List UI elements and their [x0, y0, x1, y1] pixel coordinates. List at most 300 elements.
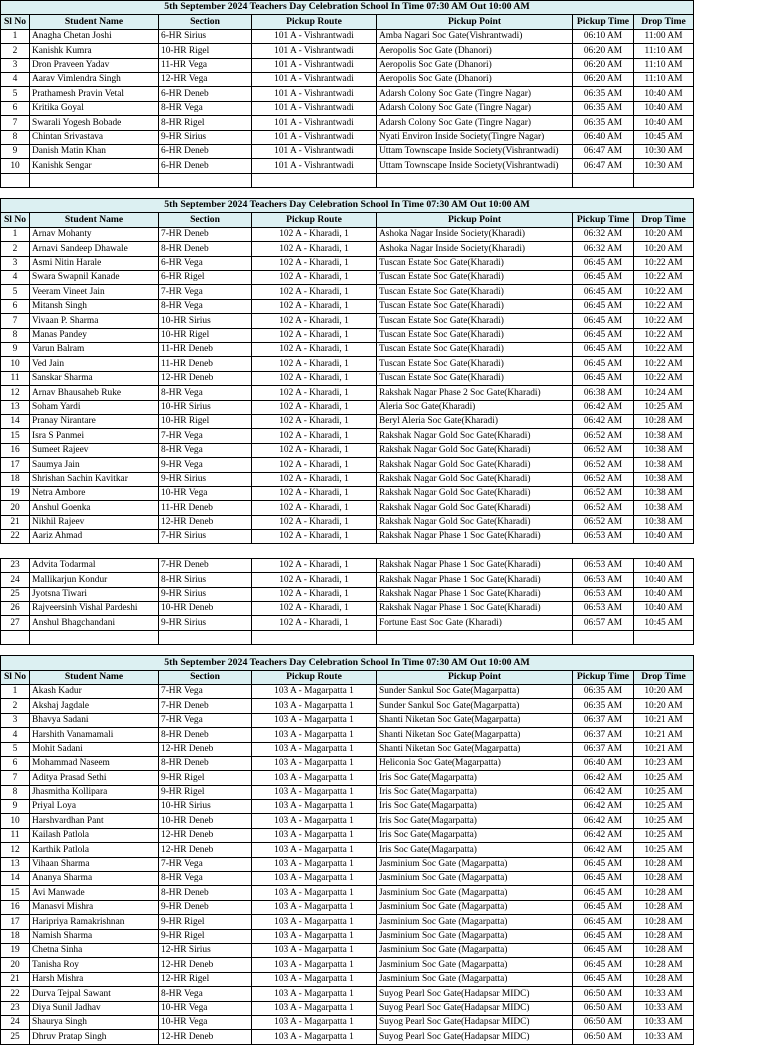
table-cell: 10-HR Vega [159, 1015, 252, 1029]
table-cell: Shaurya Singh [30, 1015, 159, 1029]
table-cell: 10:38 AM [634, 458, 694, 472]
table-cell: 9-HR Sirius [159, 587, 252, 601]
column-header: Drop Time [634, 670, 694, 684]
table-cell: Amba Nagari Soc Gate(Vishrantwadi) [377, 29, 573, 43]
table-cell: 06:35 AM [573, 699, 634, 713]
table-row [1, 771, 694, 785]
table-row [1, 472, 694, 486]
table-cell: 11-HR Deneb [159, 501, 252, 515]
table-cell: Arnav Mohanty [30, 227, 159, 241]
table-cell: 06:35 AM [573, 87, 634, 101]
table-cell: 10:22 AM [634, 271, 694, 285]
table-cell: 101 A - Vishrantwadi [252, 116, 377, 130]
table-row [1, 558, 694, 572]
blank-cell [30, 630, 159, 644]
table-cell: Rakshak Nagar Gold Soc Gate(Kharadi) [377, 443, 573, 457]
table-cell: 101 A - Vishrantwadi [252, 58, 377, 72]
table-cell: 7-HR Vega [159, 857, 252, 871]
column-header: Section [159, 213, 252, 227]
blank-row [1, 630, 694, 644]
table-row [1, 886, 694, 900]
table-row [1, 328, 694, 342]
table-row [1, 101, 694, 115]
column-header: Student Name [30, 15, 159, 29]
table-row [1, 486, 694, 500]
table-cell: 102 A - Kharadi, 1 [252, 342, 377, 356]
table-row [1, 713, 694, 727]
table-cell: 06:35 AM [573, 684, 634, 698]
table-cell: 12 [1, 386, 30, 400]
table-cell: 7-HR Vega [159, 429, 252, 443]
table-cell: Kailash Patlola [30, 828, 159, 842]
table-cell: Mitansh Singh [30, 299, 159, 313]
table-cell: 06:42 AM [573, 400, 634, 414]
table-row [1, 285, 694, 299]
table-cell: 103 A - Magarpatta 1 [252, 886, 377, 900]
table-cell: 10-HR Rigel [159, 414, 252, 428]
table-cell: Prathamesh Pravin Vetal [30, 87, 159, 101]
table-cell: 3 [1, 713, 30, 727]
table-cell: 10:40 AM [634, 558, 694, 572]
table-cell: 10:28 AM [634, 857, 694, 871]
table-cell: 8-HR Deneb [159, 756, 252, 770]
table-cell: 101 A - Vishrantwadi [252, 87, 377, 101]
table-cell: 24 [1, 573, 30, 587]
table-cell: 6-HR Deneb [159, 159, 252, 173]
table-cell: 101 A - Vishrantwadi [252, 101, 377, 115]
table-cell: Mallikarjun Kondur [30, 573, 159, 587]
blank-cell [252, 173, 377, 187]
table-cell: 103 A - Magarpatta 1 [252, 1001, 377, 1015]
table-cell: 103 A - Magarpatta 1 [252, 915, 377, 929]
table-row [1, 58, 694, 72]
table-cell: 1 [1, 29, 30, 43]
table-cell: 102 A - Kharadi, 1 [252, 515, 377, 529]
table-cell: Rakshak Nagar Gold Soc Gate(Kharadi) [377, 458, 573, 472]
blank-cell [634, 173, 694, 187]
table-row [1, 386, 694, 400]
table-cell: Arnavi Sandeep Dhawale [30, 242, 159, 256]
table-cell: 06:52 AM [573, 443, 634, 457]
column-header: Sl No [1, 670, 30, 684]
table-cell: 11:10 AM [634, 72, 694, 86]
table-cell: 103 A - Magarpatta 1 [252, 972, 377, 986]
table-row [1, 400, 694, 414]
table-cell: Beryl Aleria Soc Gate(Kharadi) [377, 414, 573, 428]
table-cell: Swara Swapnil Kanade [30, 271, 159, 285]
table-cell: 06:52 AM [573, 429, 634, 443]
table-cell: 25 [1, 587, 30, 601]
blank-cell [377, 630, 573, 644]
table-cell: 06:45 AM [573, 342, 634, 356]
table-cell: 06:52 AM [573, 486, 634, 500]
table-cell: 10:20 AM [634, 227, 694, 241]
table-cell: 7-HR Deneb [159, 699, 252, 713]
table-cell: Tanisha Roy [30, 958, 159, 972]
table-cell: Netra Ambore [30, 486, 159, 500]
table-cell: 16 [1, 443, 30, 457]
section-title: 5th September 2024 Teachers Day Celebration School In Time 07:30 AM Out 10:00 AM [1, 1, 694, 15]
table-cell: 10:22 AM [634, 357, 694, 371]
block-gap [0, 188, 693, 198]
table-cell: 22 [1, 987, 30, 1001]
section-title: 5th September 2024 Teachers Day Celebration School In Time 07:30 AM Out 10:00 AM [1, 656, 694, 670]
table-cell: Kanishk Sengar [30, 159, 159, 173]
table-cell: Akash Kadur [30, 684, 159, 698]
table-cell: 101 A - Vishrantwadi [252, 130, 377, 144]
table-cell: 9-HR Rigel [159, 771, 252, 785]
table-cell: Diya Sunil Jadhav [30, 1001, 159, 1015]
table-cell: Rajveersinh Vishal Pardeshi [30, 602, 159, 616]
table-cell: 22 [1, 530, 30, 544]
table-cell: 101 A - Vishrantwadi [252, 29, 377, 43]
table-cell: Bhavya Sadani [30, 713, 159, 727]
table-cell: Namish Sharma [30, 929, 159, 943]
table-cell: Sunder Sankul Soc Gate(Magarpatta) [377, 699, 573, 713]
table-cell: 103 A - Magarpatta 1 [252, 929, 377, 943]
table-cell: Rakshak Nagar Phase 2 Soc Gate(Kharadi) [377, 386, 573, 400]
table-cell: 06:45 AM [573, 357, 634, 371]
table-cell: 23 [1, 1001, 30, 1015]
table-cell: 06:47 AM [573, 159, 634, 173]
table-cell: 06:40 AM [573, 130, 634, 144]
table-cell: 10 [1, 814, 30, 828]
table-cell: Uttam Townscape Inside Society(Vishrantwadi) [377, 144, 573, 158]
table-cell: 102 A - Kharadi, 1 [252, 458, 377, 472]
table-cell: Ashoka Nagar Inside Society(Kharadi) [377, 227, 573, 241]
table-cell: 9 [1, 144, 30, 158]
table-cell: Chintan Srivastava [30, 130, 159, 144]
table-cell: Veeram Vineet Jain [30, 285, 159, 299]
table-cell: 10:21 AM [634, 713, 694, 727]
table-cell: Shrishan Sachin Kavitkar [30, 472, 159, 486]
table-cell: 8-HR Vega [159, 299, 252, 313]
table-row [1, 872, 694, 886]
spacer-cell [377, 544, 573, 558]
table-cell: 18 [1, 472, 30, 486]
table-cell: 6-HR Deneb [159, 87, 252, 101]
table-cell: Saumya Jain [30, 458, 159, 472]
table-row [1, 342, 694, 356]
table-cell: 12-HR Deneb [159, 958, 252, 972]
route-block [0, 198, 693, 645]
table-cell: 06:35 AM [573, 101, 634, 115]
table-cell: 06:32 AM [573, 242, 634, 256]
table-cell: 06:52 AM [573, 515, 634, 529]
table-cell: 7 [1, 314, 30, 328]
table-cell: 10:20 AM [634, 684, 694, 698]
blank-cell [377, 173, 573, 187]
table-cell: 12-HR Deneb [159, 828, 252, 842]
table-cell: 7-HR Deneb [159, 227, 252, 241]
table-row [1, 357, 694, 371]
table-cell: 10:24 AM [634, 386, 694, 400]
table-cell: Adarsh Colony Soc Gate (Tingre Nagar) [377, 116, 573, 130]
table-cell: 10-HR Deneb [159, 814, 252, 828]
table-cell: Iris Soc Gate(Magarpatta) [377, 843, 573, 857]
table-cell: Suyog Pearl Soc Gate(Hadapsar MIDC) [377, 1001, 573, 1015]
column-header: Pickup Time [573, 670, 634, 684]
table-cell: 7-HR Sirius [159, 530, 252, 544]
table-cell: 10:25 AM [634, 771, 694, 785]
table-cell: 102 A - Kharadi, 1 [252, 299, 377, 313]
table-row [1, 29, 694, 43]
table-cell: Heliconia Soc Gate(Magarpatta) [377, 756, 573, 770]
table-cell: Ved Jain [30, 357, 159, 371]
table-cell: Tuscan Estate Soc Gate(Kharadi) [377, 299, 573, 313]
table-cell: 14 [1, 414, 30, 428]
table-cell: 2 [1, 44, 30, 58]
table-cell: 8-HR Vega [159, 872, 252, 886]
table-cell: 23 [1, 558, 30, 572]
blank-cell [573, 173, 634, 187]
table-cell: Harsh Mishra [30, 972, 159, 986]
table-row [1, 756, 694, 770]
table-cell: 06:45 AM [573, 958, 634, 972]
table-cell: 7-HR Vega [159, 713, 252, 727]
table-cell: 1 [1, 684, 30, 698]
table-cell: Jasminium Soc Gate (Magarpatta) [377, 900, 573, 914]
table-cell: Jasminium Soc Gate (Magarpatta) [377, 872, 573, 886]
table-cell: Rakshak Nagar Gold Soc Gate(Kharadi) [377, 472, 573, 486]
table-cell: 102 A - Kharadi, 1 [252, 386, 377, 400]
table-cell: 06:45 AM [573, 929, 634, 943]
table-cell: Tuscan Estate Soc Gate(Kharadi) [377, 371, 573, 385]
spacer-cell [1, 544, 30, 558]
table-cell: 10:40 AM [634, 116, 694, 130]
table-cell: 06:40 AM [573, 756, 634, 770]
spacer-cell [30, 544, 159, 558]
column-header: Student Name [30, 213, 159, 227]
table-cell: 103 A - Magarpatta 1 [252, 728, 377, 742]
table-cell: 6 [1, 756, 30, 770]
table-cell: Rakshak Nagar Gold Soc Gate(Kharadi) [377, 515, 573, 529]
table-cell: 13 [1, 857, 30, 871]
table-cell: 06:20 AM [573, 58, 634, 72]
table-cell: 10 [1, 357, 30, 371]
table-cell: 10:38 AM [634, 472, 694, 486]
section-title-row [1, 1, 694, 15]
table-cell: Shanti Niketan Soc Gate(Magarpatta) [377, 728, 573, 742]
table-cell: 10:22 AM [634, 371, 694, 385]
table-cell: 21 [1, 972, 30, 986]
table-cell: 10:40 AM [634, 101, 694, 115]
table-row [1, 501, 694, 515]
table-row [1, 728, 694, 742]
table-cell: Kritika Goyal [30, 101, 159, 115]
table-cell: Adarsh Colony Soc Gate (Tingre Nagar) [377, 101, 573, 115]
table-cell: 06:32 AM [573, 227, 634, 241]
table-cell: 8-HR Deneb [159, 886, 252, 900]
table-cell: 11:00 AM [634, 29, 694, 43]
column-header: Student Name [30, 670, 159, 684]
table-cell: 12-HR Rigel [159, 972, 252, 986]
table-cell: Aeropolis Soc Gate (Dhanori) [377, 58, 573, 72]
table-row [1, 900, 694, 914]
table-cell: Aeropolis Soc Gate (Dhanori) [377, 44, 573, 58]
column-header: Sl No [1, 213, 30, 227]
table-cell: Asmi Nitin Harale [30, 256, 159, 270]
table-cell: Dhruv Pratap Singh [30, 1030, 159, 1044]
table-cell: 102 A - Kharadi, 1 [252, 314, 377, 328]
table-cell: 06:37 AM [573, 742, 634, 756]
table-cell: 7 [1, 116, 30, 130]
table-row [1, 915, 694, 929]
table-cell: 25 [1, 1030, 30, 1044]
table-cell: 10:28 AM [634, 958, 694, 972]
table-cell: 102 A - Kharadi, 1 [252, 429, 377, 443]
table-cell: Nikhil Rajeev [30, 515, 159, 529]
table-cell: 06:45 AM [573, 886, 634, 900]
table-cell: 8-HR Vega [159, 443, 252, 457]
table-cell: 10:45 AM [634, 616, 694, 630]
table-cell: 06:53 AM [573, 587, 634, 601]
table-row [1, 227, 694, 241]
table-cell: 103 A - Magarpatta 1 [252, 944, 377, 958]
table-cell: 11-HR Deneb [159, 342, 252, 356]
table-cell: 06:50 AM [573, 1030, 634, 1044]
table-cell: 10:33 AM [634, 1030, 694, 1044]
table-cell: Aariz Ahmad [30, 530, 159, 544]
table-cell: 102 A - Kharadi, 1 [252, 616, 377, 630]
table-cell: 5 [1, 742, 30, 756]
column-header: Pickup Point [377, 213, 573, 227]
table-cell: 10:40 AM [634, 573, 694, 587]
table-cell: 10:33 AM [634, 987, 694, 1001]
table-cell: 102 A - Kharadi, 1 [252, 256, 377, 270]
table-cell: 06:53 AM [573, 573, 634, 587]
table-cell: 103 A - Magarpatta 1 [252, 713, 377, 727]
table-cell: 10:25 AM [634, 814, 694, 828]
table-cell: 06:10 AM [573, 29, 634, 43]
table-cell: Aleria Soc Gate(Kharadi) [377, 400, 573, 414]
table-cell: Suyog Pearl Soc Gate(Hadapsar MIDC) [377, 987, 573, 1001]
table-cell: 7-HR Vega [159, 285, 252, 299]
table-cell: Shanti Niketan Soc Gate(Magarpatta) [377, 742, 573, 756]
table-cell: 3 [1, 58, 30, 72]
table-cell: 10:30 AM [634, 159, 694, 173]
table-cell: 10:28 AM [634, 915, 694, 929]
table-cell: 06:50 AM [573, 987, 634, 1001]
table-cell: Iris Soc Gate(Magarpatta) [377, 771, 573, 785]
table-cell: 10:45 AM [634, 130, 694, 144]
table-cell: 7-HR Deneb [159, 558, 252, 572]
table-cell: 8 [1, 785, 30, 799]
table-cell: 06:53 AM [573, 558, 634, 572]
spacer-cell [252, 544, 377, 558]
table-cell: 10:21 AM [634, 742, 694, 756]
table-cell: 06:53 AM [573, 530, 634, 544]
table-cell: 10:20 AM [634, 699, 694, 713]
table-cell: 10:28 AM [634, 872, 694, 886]
table-cell: 1 [1, 227, 30, 241]
table-cell: 06:45 AM [573, 371, 634, 385]
table-cell: 10-HR Sirius [159, 800, 252, 814]
table-cell: 19 [1, 944, 30, 958]
table-cell: Jasminium Soc Gate (Magarpatta) [377, 944, 573, 958]
table-cell: 21 [1, 515, 30, 529]
table-cell: 102 A - Kharadi, 1 [252, 501, 377, 515]
table-row [1, 699, 694, 713]
table-cell: Fortune East Soc Gate (Kharadi) [377, 616, 573, 630]
table-cell: 12-HR Deneb [159, 742, 252, 756]
table-cell: 8-HR Deneb [159, 242, 252, 256]
table-row [1, 944, 694, 958]
table-cell: 10:22 AM [634, 299, 694, 313]
table-cell: Aarav Vimlendra Singh [30, 72, 159, 86]
table-cell: Tuscan Estate Soc Gate(Kharadi) [377, 271, 573, 285]
table-row [1, 458, 694, 472]
table-cell: 4 [1, 728, 30, 742]
table-cell: Harshvardhan Pant [30, 814, 159, 828]
table-cell: Tuscan Estate Soc Gate(Kharadi) [377, 314, 573, 328]
table-cell: 6-HR Vega [159, 256, 252, 270]
table-cell: 6 [1, 299, 30, 313]
table-cell: Haripriya Ramakrishnan [30, 915, 159, 929]
table-row [1, 414, 694, 428]
table-cell: Jasminium Soc Gate (Magarpatta) [377, 972, 573, 986]
column-header: Section [159, 15, 252, 29]
table-cell: 10:25 AM [634, 400, 694, 414]
table-cell: 06:50 AM [573, 1001, 634, 1015]
table-row [1, 271, 694, 285]
table-cell: 10:28 AM [634, 414, 694, 428]
section-title: 5th September 2024 Teachers Day Celebration School In Time 07:30 AM Out 10:00 AM [1, 199, 694, 213]
column-header: Pickup Route [252, 670, 377, 684]
table-cell: Rakshak Nagar Phase 1 Soc Gate(Kharadi) [377, 602, 573, 616]
table-cell: 18 [1, 929, 30, 943]
table-cell: 102 A - Kharadi, 1 [252, 285, 377, 299]
table-cell: 103 A - Magarpatta 1 [252, 684, 377, 698]
table-cell: 10-HR Sirius [159, 400, 252, 414]
table-cell: 103 A - Magarpatta 1 [252, 1015, 377, 1029]
table-cell: 10:38 AM [634, 443, 694, 457]
table-cell: 103 A - Magarpatta 1 [252, 872, 377, 886]
table-cell: 12-HR Vega [159, 72, 252, 86]
table-cell: Anshul Bhagchandani [30, 616, 159, 630]
table-cell: 10-HR Vega [159, 486, 252, 500]
table-cell: 101 A - Vishrantwadi [252, 44, 377, 58]
spacer-row [1, 544, 694, 558]
blank-cell [159, 173, 252, 187]
table-cell: 10:38 AM [634, 486, 694, 500]
table-cell: Tuscan Estate Soc Gate(Kharadi) [377, 342, 573, 356]
table-cell: 103 A - Magarpatta 1 [252, 1030, 377, 1044]
table-cell: 102 A - Kharadi, 1 [252, 472, 377, 486]
blank-cell [159, 630, 252, 644]
table-cell: 16 [1, 900, 30, 914]
column-header: Section [159, 670, 252, 684]
table-cell: 12-HR Deneb [159, 371, 252, 385]
table-cell: Rakshak Nagar Phase 1 Soc Gate(Kharadi) [377, 530, 573, 544]
table-row [1, 130, 694, 144]
table-cell: Tuscan Estate Soc Gate(Kharadi) [377, 357, 573, 371]
blank-cell [1, 630, 30, 644]
table-cell: Aditya Prasad Sethi [30, 771, 159, 785]
table-cell: 103 A - Magarpatta 1 [252, 814, 377, 828]
table-cell: 102 A - Kharadi, 1 [252, 400, 377, 414]
table-cell: 06:42 AM [573, 828, 634, 842]
table-cell: Ashoka Nagar Inside Society(Kharadi) [377, 242, 573, 256]
table-cell: 7 [1, 771, 30, 785]
table-row [1, 443, 694, 457]
table-cell: Tuscan Estate Soc Gate(Kharadi) [377, 328, 573, 342]
table-cell: 103 A - Magarpatta 1 [252, 958, 377, 972]
table-cell: Sunder Sankul Soc Gate(Magarpatta) [377, 684, 573, 698]
table-cell: 102 A - Kharadi, 1 [252, 558, 377, 572]
table-cell: 8-HR Vega [159, 386, 252, 400]
table-cell: 9-HR Sirius [159, 130, 252, 144]
